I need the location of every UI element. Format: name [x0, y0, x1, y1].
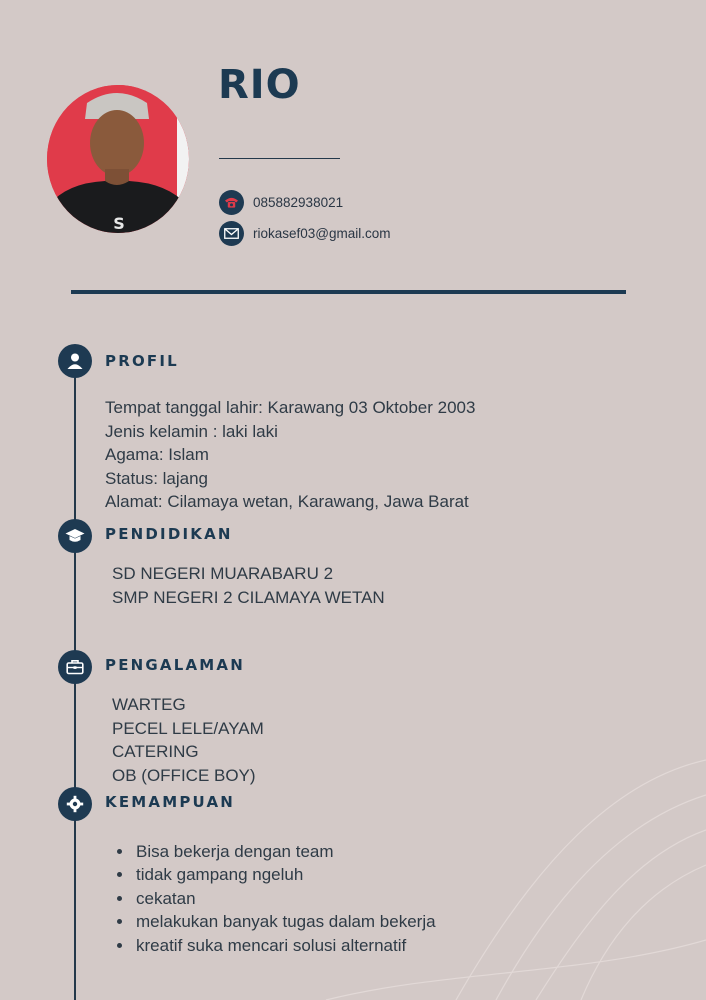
user-icon	[58, 344, 92, 378]
kemampuan-item: • melakukan banyak tugas dalam bekerja	[134, 910, 436, 933]
shirt-print: S	[113, 214, 125, 233]
name-underline	[219, 158, 340, 159]
email-address[interactable]: riokasef03@gmail.com	[253, 226, 391, 241]
pengalaman-item: CATERING	[112, 742, 199, 762]
header-divider	[71, 290, 626, 294]
mail-icon	[219, 221, 244, 246]
section-title-pendidikan: PENDIDIKAN	[105, 525, 233, 543]
pendidikan-item: SMP NEGERI 2 CILAMAYA WETAN	[112, 587, 385, 607]
pendidikan-item: SD NEGERI MUARABARU 2	[112, 564, 334, 583]
kemampuan-item: • tidak gampang ngeluh	[134, 863, 436, 886]
profil-line: Jenis kelamin : laki laki	[105, 421, 278, 441]
section-title-profil: PROFIL	[105, 352, 179, 370]
email-contact	[219, 221, 391, 246]
profil-details	[105, 396, 475, 514]
pengalaman-item: WARTEG	[112, 695, 186, 714]
pengalaman-item: PECEL LELE/AYAM	[112, 718, 264, 738]
profil-line: Alamat: Cilamaya wetan, Karawang, Jawa Barat	[105, 492, 469, 512]
kemampuan-item: • cekatan	[134, 887, 436, 910]
kemampuan-item: • kreatif suka mencari solusi alternatif	[134, 934, 436, 957]
section-title-kemampuan: KEMAMPUAN	[105, 793, 236, 811]
kemampuan-item: • Bisa bekerja dengan team	[134, 840, 436, 863]
pengalaman-item: OB (OFFICE BOY)	[112, 765, 256, 785]
profil-line: Tempat tanggal lahir: Karawang 03 Oktober 2003	[105, 398, 476, 417]
pendidikan-list	[112, 562, 385, 609]
profile-photo	[47, 85, 189, 233]
section-title-pengalaman: PENGALAMAN	[105, 656, 245, 674]
person-name: RIO	[218, 62, 301, 108]
profil-line: Status: lajang	[105, 468, 209, 488]
phone-icon	[219, 190, 244, 215]
kemampuan-list	[116, 840, 436, 957]
profil-line: Agama: Islam	[105, 445, 209, 465]
pengalaman-list	[112, 693, 264, 787]
phone-number[interactable]: 085882938021	[253, 195, 344, 210]
briefcase-icon	[58, 650, 92, 684]
graduation-cap-icon	[58, 519, 92, 553]
gear-icon	[58, 787, 92, 821]
phone-contact	[219, 190, 343, 215]
